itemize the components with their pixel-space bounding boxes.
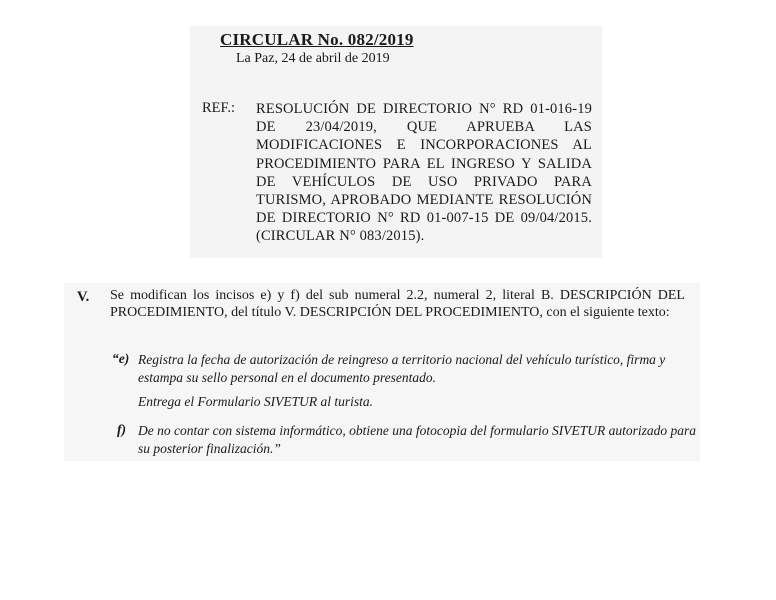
circular-header xyxy=(190,26,602,258)
section-v xyxy=(64,283,700,461)
item-f-text: De no contar con sistema informático, obtiene una fotocopia del formulario SIVETUR autorizado para su posterior finalización.” xyxy=(138,423,696,456)
item-f-label: f) xyxy=(117,422,126,437)
circular-title: CIRCULAR No. 082/2019 xyxy=(220,30,414,49)
reference-text: RESOLUCIÓN DE DIRECTORIO N° RD 01-016-19 DE 23/04/2019, QUE APRUEBA LAS MODIFICACIONES E INCORPORACIONES AL PROCEDIMIENTO PARA EL INGRESO Y SALIDA DE VEHÍCULOS DE USO PRIVADO PARA TURISMO, APROBADO MEDIANTE RESOLUCIÓN DE DIRECTORIO N° RD 01-007-15 DE 09/04/2015. (CIRCULAR N° 083/2015). xyxy=(256,101,592,245)
section-intro: Se modifican los incisos e) y f) del sub numeral 2.2, numeral 2, literal B. DESCRIPCIÓN DEL PROCEDIMIENTO, del título V. DESCRIPCIÓN DEL PROCEDIMIENTO, con el siguiente texto: xyxy=(110,288,685,321)
section-number: V. xyxy=(77,289,90,305)
item-e-extra-text: Entrega el Formulario SIVETUR al turista. xyxy=(138,394,373,409)
reference-label: REF.: xyxy=(202,100,236,116)
item-e-text: Registra la fecha de autorización de reingreso a territorio nacional del vehículo turístico, firma y estampa su sello personal en el documento presentado. xyxy=(138,352,666,385)
item-e-label: “e) xyxy=(112,351,130,366)
circular-date: La Paz, 24 de abril de 2019 xyxy=(236,51,390,66)
